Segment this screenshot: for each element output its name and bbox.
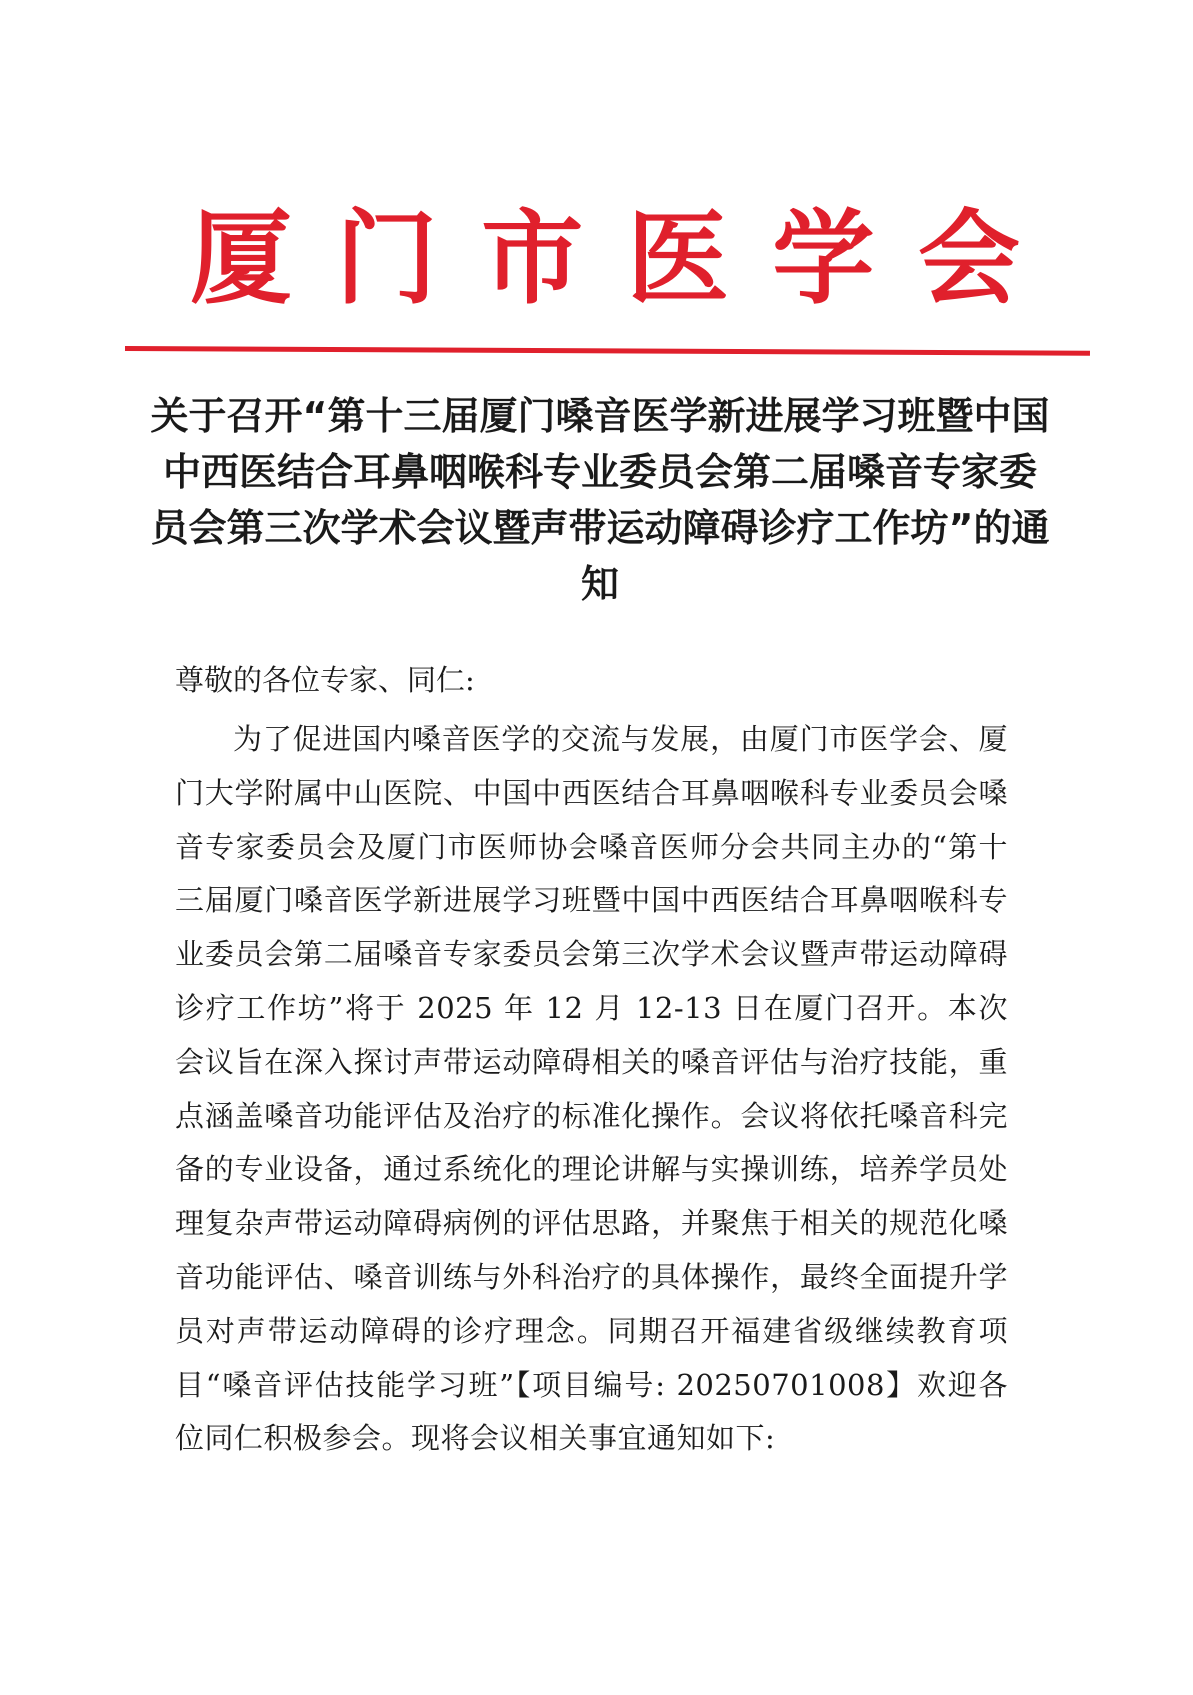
masthead-char: 厦 [190, 199, 292, 319]
masthead-char: 会 [917, 199, 1020, 319]
masthead-char: 学 [772, 199, 875, 319]
notice-body-paragraph: 为了促进国内嗓音医学的交流与发展，由厦门市医学会、厦门大学附属中山医院、中国中西医结合耳鼻咽喉科专业委员会嗓音专家委员会及厦门市医师协会嗓音医师分会共同主办的“第十三届厦门嗓音医学新进展学习班暨中国中西医结合耳鼻咽喉科专业委员会第二届嗓音专家委员会第三次学术会议暨声带运动障碍诊疗工作坊”将于 2025 年 12 月 12-13 日在厦门召开。本次会议旨在深入探讨声带运动障碍相关的嗓音评估与治疗技能，重点涵盖嗓音功能评估及治疗的标准化操作。会议将依托嗓音科完备的专业设备，通过系统化的理论讲解与实操训练，培养学员处理复杂声带运动障碍病例的评估思路，并聚焦于相关的规范化嗓音功能评估、嗓音训练与外科治疗的具体操作，最终全面提升学员对声带运动障碍的诊疗理念。同期召开福建省级继续教育项目“嗓音评估技能学习班”【项目编号: 20250701008】欢迎各位同仁积极参会。现将会议相关事宜通知如下: [175, 722, 1008, 1456]
masthead-divider [125, 346, 1090, 356]
salutation: 尊敬的各位专家、同仁: [175, 663, 475, 697]
organization-masthead [190, 199, 1020, 319]
masthead-char: 市 [481, 199, 584, 319]
masthead-char: 医 [626, 199, 729, 319]
masthead-char: 门 [335, 199, 438, 319]
notice-title: 关于召开“第十三届厦门嗓音医学新进展学习班暨中国中西医结合耳鼻咽喉科专业委员会第二届嗓音专家委员会第三次学术会议暨声带运动障碍诊疗工作坊”的通知 [150, 394, 1050, 606]
